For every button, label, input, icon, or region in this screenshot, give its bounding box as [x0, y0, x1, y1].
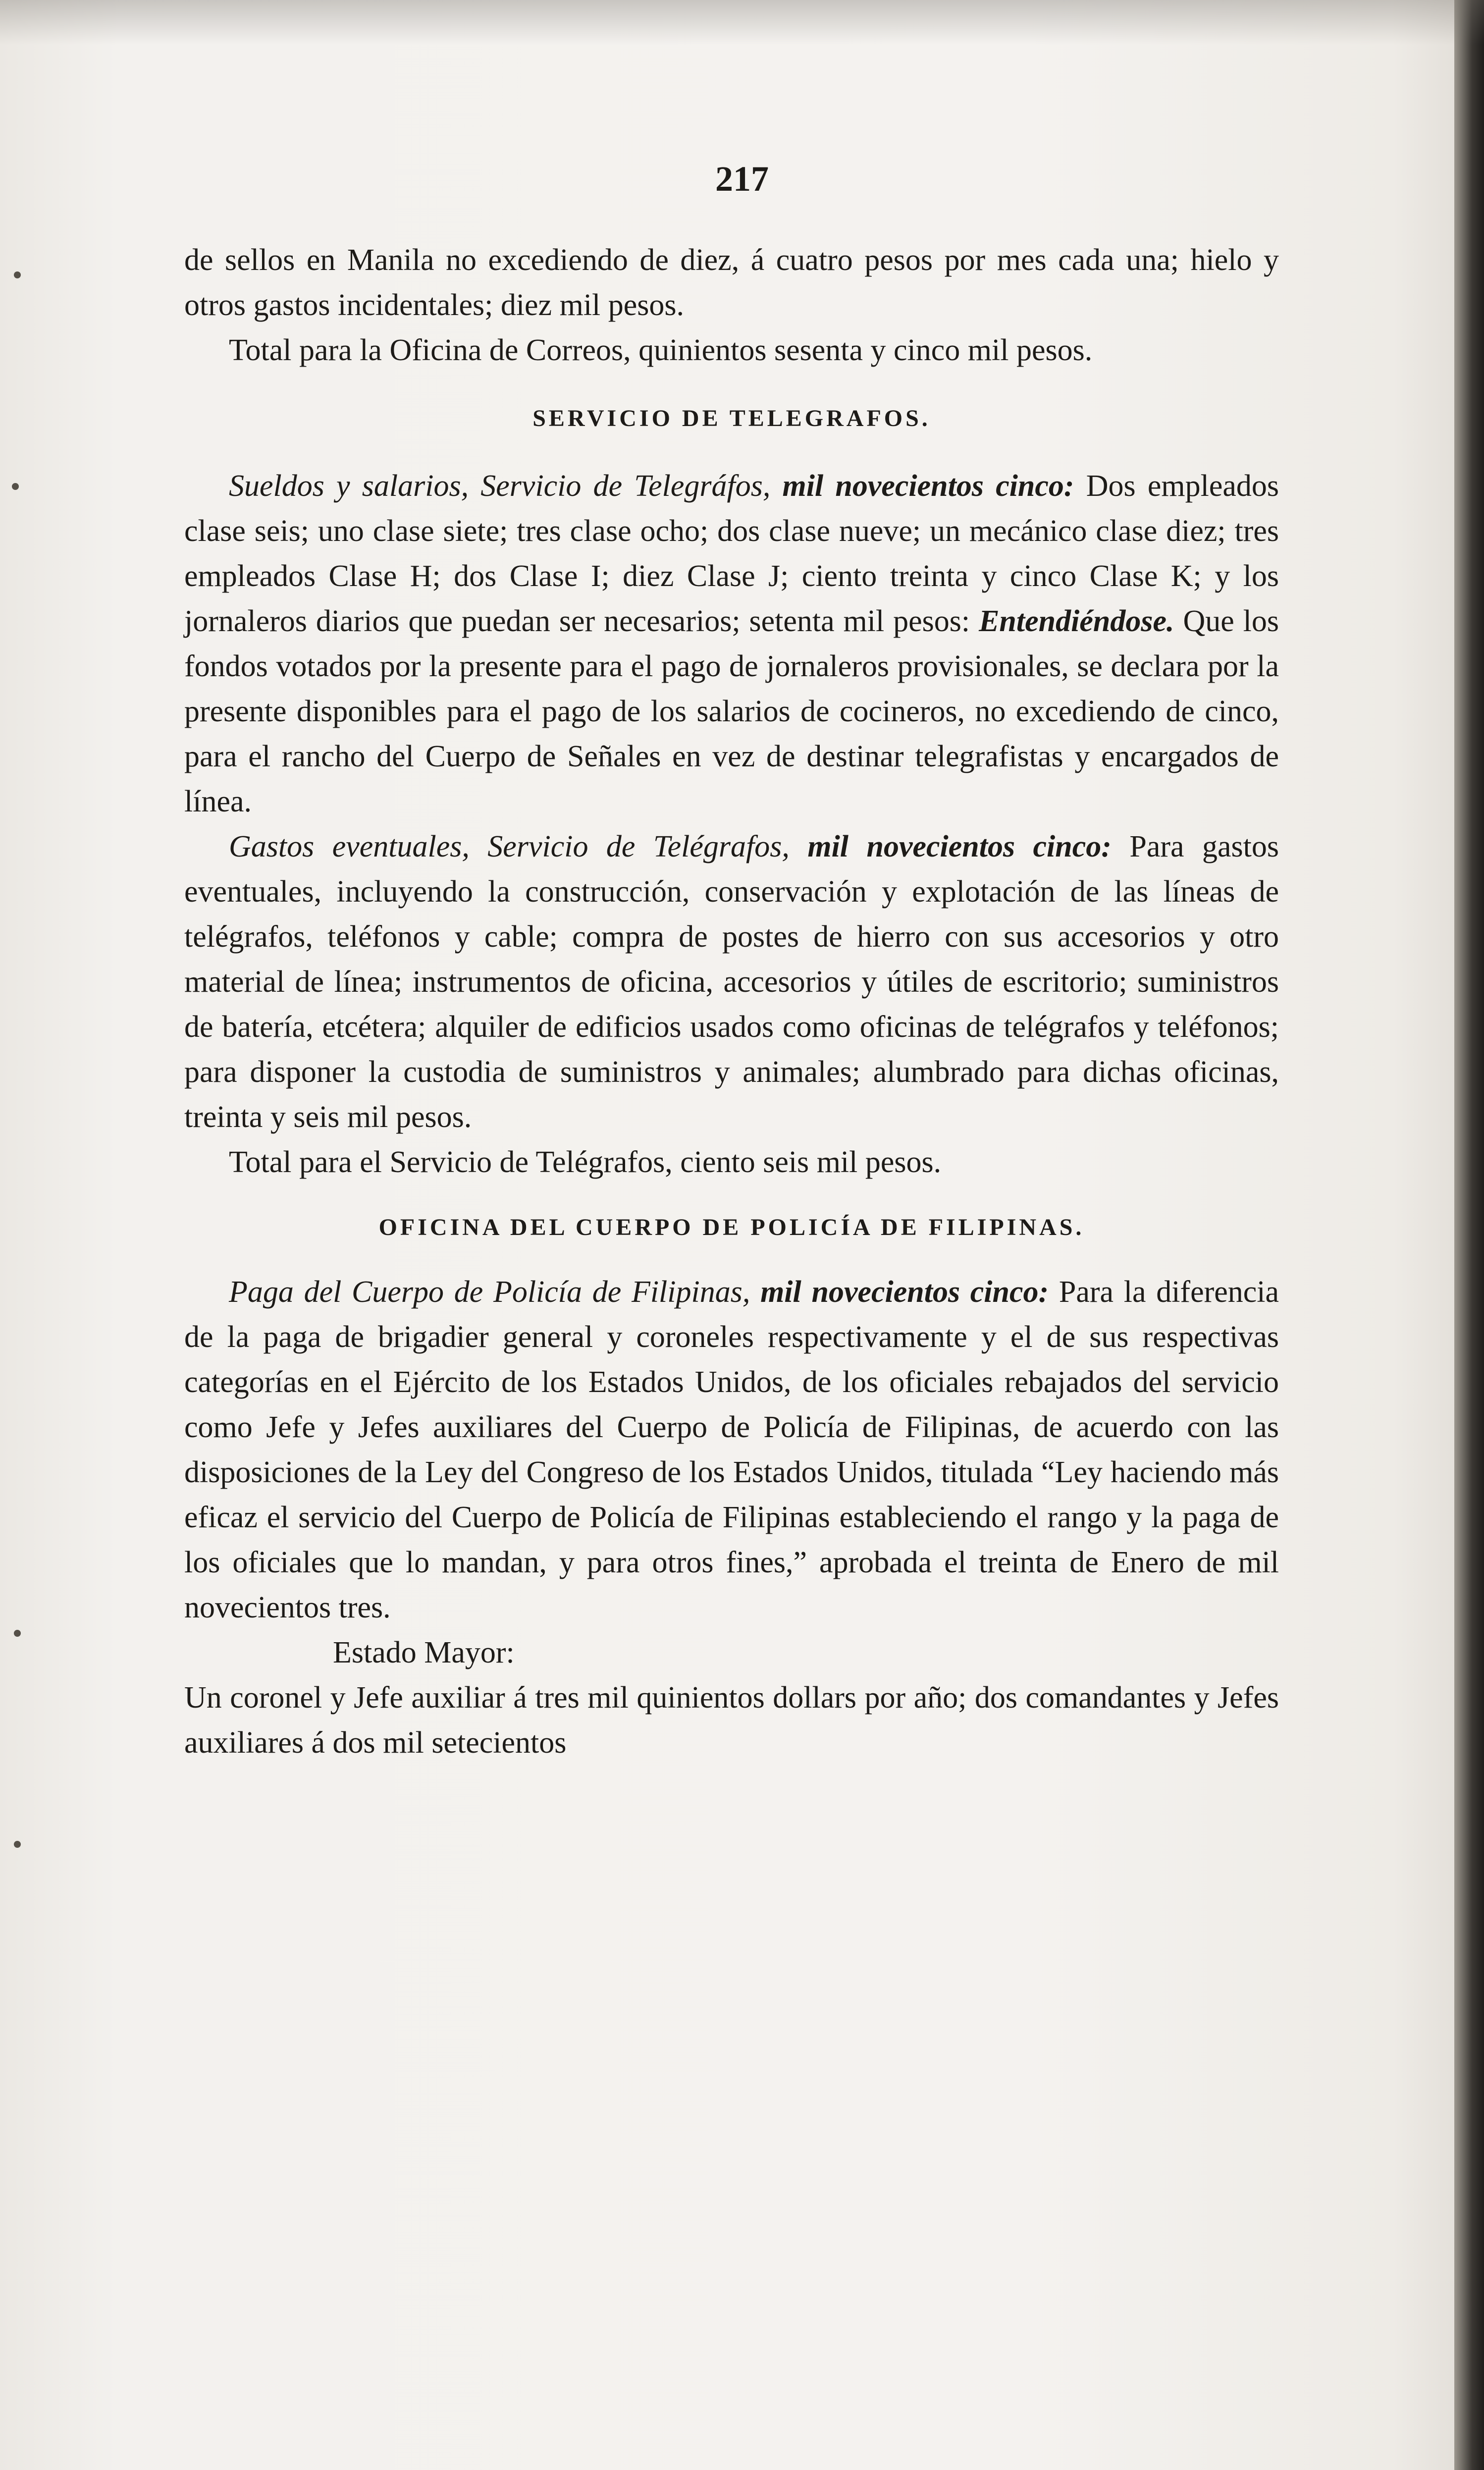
paragraph: Total para el Servicio de Telégrafos, ciento seis mil pesos.: [229, 1145, 942, 1179]
page-number: 217: [715, 159, 769, 199]
margin-dot: [12, 483, 19, 490]
paragraph: de sellos en Manila no excediendo de diez, á cuatro pesos por mes cada una; hielo y otros gastos incidentales; diez mil pesos.: [184, 243, 1279, 322]
paragraph-body: Para la diferencia de la paga de brigadier general y coroneles respectivamente y el de sus respectivas categorías en el Ejército de los Estados Unidos, de los oficiales rebajados del servicio como Jefe y Jefes auxiliares del Cuerpo de Policía de Filipinas, de acuerdo con las disposiciones de la Ley del Congreso de los Estados Unidos, titulada “Ley haciendo más eficaz el servicio del Cuerpo de Policía de Filipinas estableciendo el rango y la paga de los oficiales que lo mandan, y para otros fines,” aprobada el treinta de Enero de mil novecientos tres.: [184, 1275, 1279, 1624]
page-top-shadow: [0, 0, 1484, 45]
paragraph-lead-bold: mil novecientos cinco:: [782, 469, 1074, 503]
paragraph-lead-bold: mil novecientos cinco:: [807, 830, 1112, 863]
paragraph-lead: Paga del Cuerpo de Policía de Filipinas,: [229, 1275, 750, 1309]
margin-dot: [14, 1630, 21, 1637]
section-heading: SERVICIO DE TELEGRAFOS.: [532, 405, 931, 431]
paragraph-body: Para gastos eventuales, incluyendo la construcción, conservación y explotación de las líneas de telégrafos, teléfonos y cable; compra de postes de hierro con sus accesorios y otro material de línea; instrumentos de oficina, accesorios y útiles de escritorio; suministros de batería, etcétera; alquiler de edificios usados como oficinas de telégrafos y teléfonos; para disponer la custodia de suministros y animales; alumbrado para dichas oficinas, treinta y seis mil pesos.: [184, 830, 1279, 1134]
paragraph: Total para la Oficina de Correos, quinientos sesenta y cinco mil pesos.: [229, 333, 1093, 367]
paragraph: Un coronel y Jefe auxiliar á tres mil quinientos dollars por año; dos comandantes y Jefes auxiliares á dos mil setecientos: [184, 1681, 1279, 1760]
paragraph-emphasis: Entendiéndose.: [979, 604, 1174, 638]
page-edge-shadow: [1454, 0, 1484, 2470]
margin-dot: [14, 271, 21, 278]
paragraph-body: Que los fondos votados por la presente para el pago de jornaleros provisionales, se declara por la presente disponibles para el pago de los salarios de cocineros, no excediendo de cinco, para el rancho del Cuerpo de Señales en vez de destinar telegrafistas y encargados de línea.: [184, 604, 1279, 818]
paragraph: Estado Mayor:: [333, 1636, 515, 1669]
paragraph-lead: Sueldos y salarios, Servicio de Telegráfos,: [229, 469, 771, 503]
paragraph-body: Dos empleados clase seis; uno clase siete; tres clase ocho; dos clase nueve; un mecánico clase diez; tres empleados Clase H; dos Clase I; diez Clase J; ciento treinta y cinco Clase K; y los jornaleros diarios que puedan ser necesarios; setenta mil pesos:: [184, 469, 1279, 638]
paragraph-lead: Gastos eventuales, Servicio de Telégrafos,: [229, 830, 790, 863]
section-heading: OFICINA DEL CUERPO DE POLICÍA DE FILIPINAS.: [378, 1214, 1085, 1240]
page-body: [184, 238, 1279, 1766]
paragraph-lead-bold: mil novecientos cinco:: [760, 1275, 1049, 1309]
margin-dot: [14, 1841, 21, 1848]
paragraph: [184, 1270, 1279, 1630]
paragraph: [184, 464, 1279, 824]
paragraph: [184, 824, 1279, 1140]
